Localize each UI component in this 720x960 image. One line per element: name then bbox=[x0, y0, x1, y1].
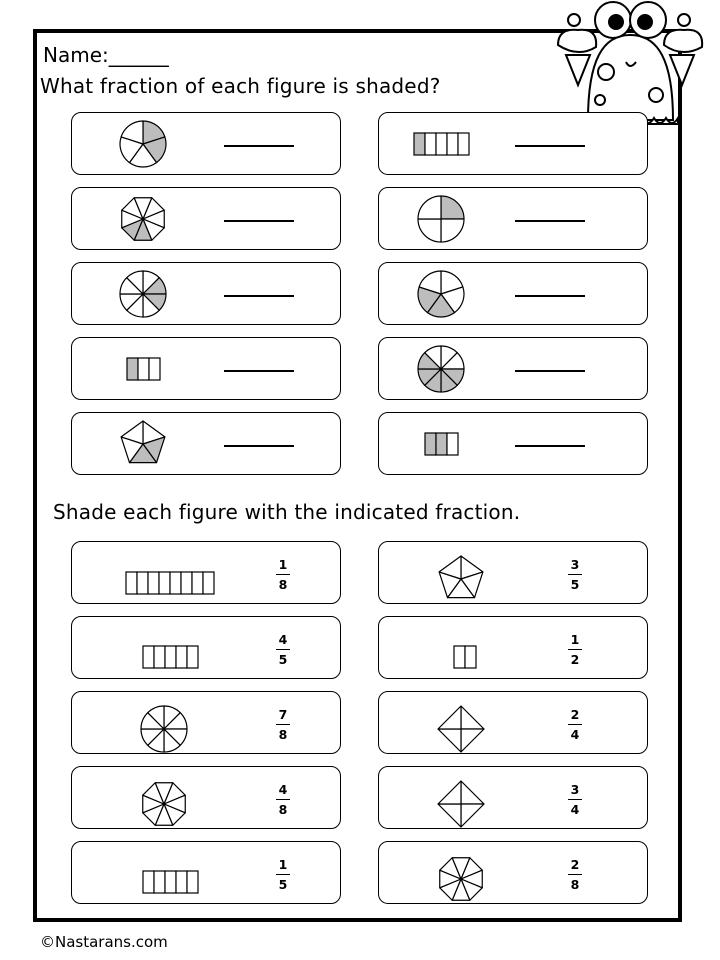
circle-8-parts-figure bbox=[116, 267, 170, 321]
indicated-fraction bbox=[565, 858, 585, 892]
figure-part bbox=[438, 781, 461, 804]
figure-part bbox=[181, 572, 192, 594]
fraction-denominator: 8 bbox=[278, 727, 288, 742]
figure-part bbox=[165, 646, 176, 668]
fraction-numerator: 2 bbox=[570, 707, 580, 722]
fraction-denominator: 5 bbox=[278, 652, 288, 667]
figure-part bbox=[187, 871, 198, 893]
shade-card bbox=[378, 616, 648, 679]
fraction-denominator: 5 bbox=[570, 577, 580, 592]
identify-card bbox=[71, 412, 341, 475]
shade-card bbox=[378, 541, 648, 604]
figure-part bbox=[438, 729, 461, 752]
fraction-bar bbox=[568, 724, 582, 725]
fraction-denominator: 4 bbox=[570, 802, 580, 817]
figure-part bbox=[441, 196, 464, 219]
answer-blank-line[interactable] bbox=[515, 145, 585, 147]
figure-part bbox=[436, 433, 447, 455]
figure-part bbox=[176, 871, 187, 893]
circle-5-parts-figure bbox=[116, 117, 170, 171]
figure-part bbox=[418, 219, 441, 242]
rect-3-parts-figure bbox=[125, 356, 162, 382]
indicated-fraction bbox=[565, 708, 585, 742]
fraction-bar bbox=[276, 649, 290, 650]
answer-blank-line[interactable] bbox=[224, 445, 294, 447]
rect-5-parts-figure bbox=[412, 131, 471, 157]
figure-part bbox=[126, 572, 137, 594]
figure-part bbox=[154, 646, 165, 668]
fraction-bar bbox=[568, 574, 582, 575]
shade-card bbox=[378, 841, 648, 904]
fraction-denominator: 8 bbox=[570, 877, 580, 892]
identify-card bbox=[71, 262, 341, 325]
fraction-denominator: 2 bbox=[570, 652, 580, 667]
fraction-denominator: 5 bbox=[278, 877, 288, 892]
fraction-numerator: 2 bbox=[570, 857, 580, 872]
fraction-bar bbox=[276, 874, 290, 875]
figure-part bbox=[148, 572, 159, 594]
figure-part bbox=[143, 646, 154, 668]
figure-part bbox=[170, 572, 181, 594]
octagon-8-parts-figure bbox=[116, 192, 170, 246]
figure-part bbox=[187, 646, 198, 668]
figure-part bbox=[461, 729, 484, 752]
fraction-bar bbox=[276, 574, 290, 575]
fraction-numerator: 4 bbox=[278, 782, 288, 797]
identify-card bbox=[378, 262, 648, 325]
diamond-4-parts-figure[interactable] bbox=[434, 702, 488, 756]
indicated-fraction bbox=[273, 858, 293, 892]
answer-blank-line[interactable] bbox=[224, 220, 294, 222]
answer-blank-line[interactable] bbox=[515, 220, 585, 222]
shade-card bbox=[71, 841, 341, 904]
diamond-4-parts-figure[interactable] bbox=[434, 777, 488, 831]
rect-5-parts-figure[interactable] bbox=[141, 869, 200, 895]
circle-5-parts-figure bbox=[414, 267, 468, 321]
fraction-numerator: 7 bbox=[278, 707, 288, 722]
figure-part bbox=[436, 133, 447, 155]
identify-heading: What fraction of each figure is shaded? bbox=[40, 74, 441, 98]
figure-part bbox=[447, 433, 458, 455]
figure-part bbox=[425, 433, 436, 455]
shade-card bbox=[378, 766, 648, 829]
indicated-fraction bbox=[565, 558, 585, 592]
figure-part bbox=[176, 646, 187, 668]
identify-card bbox=[378, 337, 648, 400]
figure-part bbox=[192, 572, 203, 594]
fraction-bar bbox=[568, 649, 582, 650]
indicated-fraction bbox=[565, 633, 585, 667]
answer-blank-line[interactable] bbox=[515, 295, 585, 297]
name-label: Name:______ bbox=[43, 43, 169, 67]
fraction-denominator: 8 bbox=[278, 802, 288, 817]
rect-3-parts-figure bbox=[423, 431, 460, 457]
fraction-numerator: 1 bbox=[570, 632, 580, 647]
figure-part bbox=[438, 706, 461, 729]
figure-part bbox=[461, 804, 484, 827]
shade-heading: Shade each figure with the indicated fraction. bbox=[53, 500, 521, 524]
shade-card bbox=[71, 541, 341, 604]
fraction-denominator: 4 bbox=[570, 727, 580, 742]
figure-part bbox=[425, 133, 436, 155]
answer-blank-line[interactable] bbox=[224, 145, 294, 147]
pentagon-5-parts-figure bbox=[116, 417, 170, 471]
circle-4-parts-figure bbox=[414, 192, 468, 246]
circle-8-parts-figure[interactable] bbox=[137, 702, 191, 756]
rect-8-parts-figure[interactable] bbox=[124, 570, 216, 596]
identify-card bbox=[71, 112, 341, 175]
figure-part bbox=[441, 219, 464, 242]
shade-card bbox=[71, 691, 341, 754]
rect-2-parts-figure[interactable] bbox=[452, 644, 478, 670]
figure-part bbox=[414, 133, 425, 155]
fraction-bar bbox=[276, 799, 290, 800]
figure-part bbox=[165, 871, 176, 893]
identify-card bbox=[71, 337, 341, 400]
figure-part bbox=[438, 804, 461, 827]
figure-part bbox=[418, 196, 441, 219]
fraction-bar bbox=[568, 874, 582, 875]
figure-part bbox=[465, 646, 476, 668]
octagon-8-parts-figure[interactable] bbox=[434, 852, 488, 906]
figure-part bbox=[461, 781, 484, 804]
shade-card bbox=[71, 616, 341, 679]
fraction-denominator: 8 bbox=[278, 577, 288, 592]
indicated-fraction bbox=[565, 783, 585, 817]
figure-part bbox=[458, 133, 469, 155]
shade-card bbox=[71, 766, 341, 829]
rect-5-parts-figure[interactable] bbox=[141, 644, 200, 670]
figure-part bbox=[137, 572, 148, 594]
figure-part bbox=[154, 871, 165, 893]
indicated-fraction bbox=[273, 708, 293, 742]
figure-part bbox=[127, 358, 138, 380]
identify-card bbox=[71, 187, 341, 250]
answer-blank-line[interactable] bbox=[515, 370, 585, 372]
identify-card bbox=[378, 412, 648, 475]
figure-part bbox=[454, 646, 465, 668]
fraction-numerator: 1 bbox=[278, 857, 288, 872]
answer-blank-line[interactable] bbox=[515, 445, 585, 447]
answer-blank-line[interactable] bbox=[224, 370, 294, 372]
shade-card bbox=[378, 691, 648, 754]
fraction-numerator: 3 bbox=[570, 782, 580, 797]
answer-blank-line[interactable] bbox=[224, 295, 294, 297]
figure-part bbox=[461, 706, 484, 729]
pentagon-5-parts-figure[interactable] bbox=[434, 552, 488, 606]
circle-8-parts-figure bbox=[414, 342, 468, 396]
indicated-fraction bbox=[273, 558, 293, 592]
identify-card bbox=[378, 112, 648, 175]
figure-part bbox=[447, 133, 458, 155]
figure-part bbox=[203, 572, 214, 594]
figure-part bbox=[138, 358, 149, 380]
identify-card bbox=[378, 187, 648, 250]
fraction-numerator: 4 bbox=[278, 632, 288, 647]
copyright-text: ©Nastarans.com bbox=[40, 933, 168, 951]
indicated-fraction bbox=[273, 633, 293, 667]
indicated-fraction bbox=[273, 783, 293, 817]
fraction-numerator: 1 bbox=[278, 557, 288, 572]
fraction-bar bbox=[276, 724, 290, 725]
figure-part bbox=[159, 572, 170, 594]
fraction-bar bbox=[568, 799, 582, 800]
figure-part bbox=[149, 358, 160, 380]
octagon-8-parts-figure[interactable] bbox=[137, 777, 191, 831]
figure-part bbox=[143, 871, 154, 893]
fraction-numerator: 3 bbox=[570, 557, 580, 572]
